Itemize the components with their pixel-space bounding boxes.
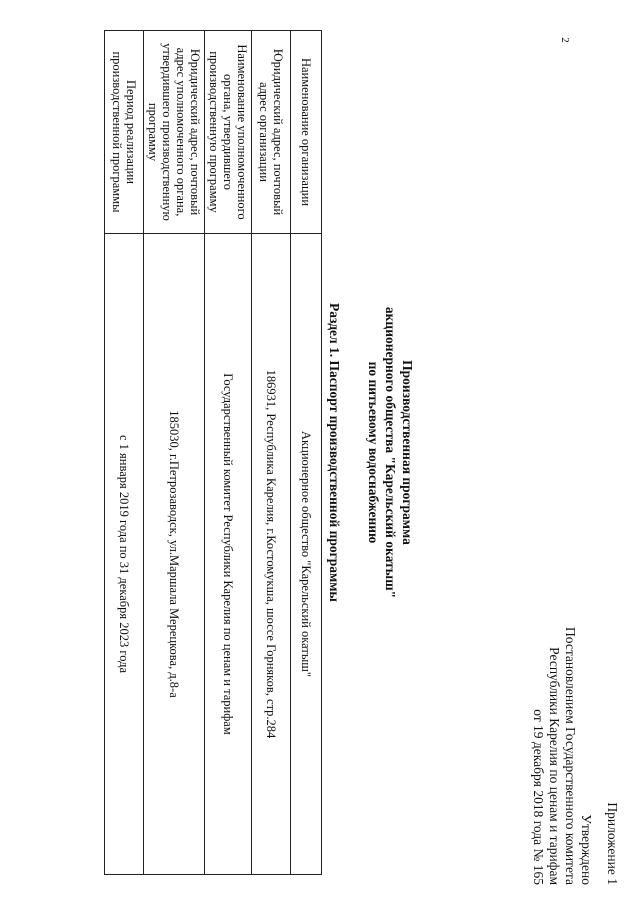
approval-line-2: Республики Карелия по ценам и тарифам: [547, 647, 562, 885]
row-label: Юридический адрес, почтовый адрес организации: [252, 31, 291, 234]
title-line-3: по питьевому водоснабжению: [366, 361, 381, 544]
title-line-1: Производственная программа: [400, 360, 415, 545]
approved-label: Утверждено: [579, 814, 594, 885]
table-row: [105, 31, 144, 875]
row-value: с 1 января 2019 года по 31 декабря 2023 года: [105, 234, 144, 875]
passport-table: [104, 30, 322, 875]
table-row: [205, 31, 252, 875]
title-line-2: акционерного общества "Карельский окатыш": [383, 306, 398, 599]
table-row: [291, 31, 322, 875]
table-row: [144, 31, 205, 875]
approval-line-3: от 19 декабря 2018 года № 165: [531, 709, 546, 885]
row-label: Период реализации производственной программы: [105, 31, 144, 234]
row-label: Наименование организации: [291, 31, 322, 234]
approval-line-1: Постановлением Государственного комитета: [563, 627, 578, 885]
row-value: Акционерное общество "Карельский окатыш": [291, 234, 322, 875]
approval-block: [530, 627, 620, 885]
row-value: 185030, г.Петрозаводск, ул.Маршала Мерецкова, д.8-а: [144, 234, 205, 875]
table-row: [252, 31, 291, 875]
page-number: 2: [558, 37, 571, 43]
row-label: Юридический адрес, почтовый адрес уполномоченного органа, утвердившего производственную программу: [144, 31, 205, 234]
row-label: Наименование уполномоченного органа, утвердившего производственную программу: [205, 31, 252, 234]
document-title: [365, 0, 416, 905]
appendix-label: Приложение 1: [605, 802, 620, 885]
row-value: 186931, Республика Карелия, г.Костомукша, шоссе Горняков, стр.284: [252, 234, 291, 875]
row-value: Государственный комитет Республики Карелия по ценам и тарифам: [205, 234, 252, 875]
section-title: Раздел 1. Паспорт производственной программы: [327, 303, 342, 602]
